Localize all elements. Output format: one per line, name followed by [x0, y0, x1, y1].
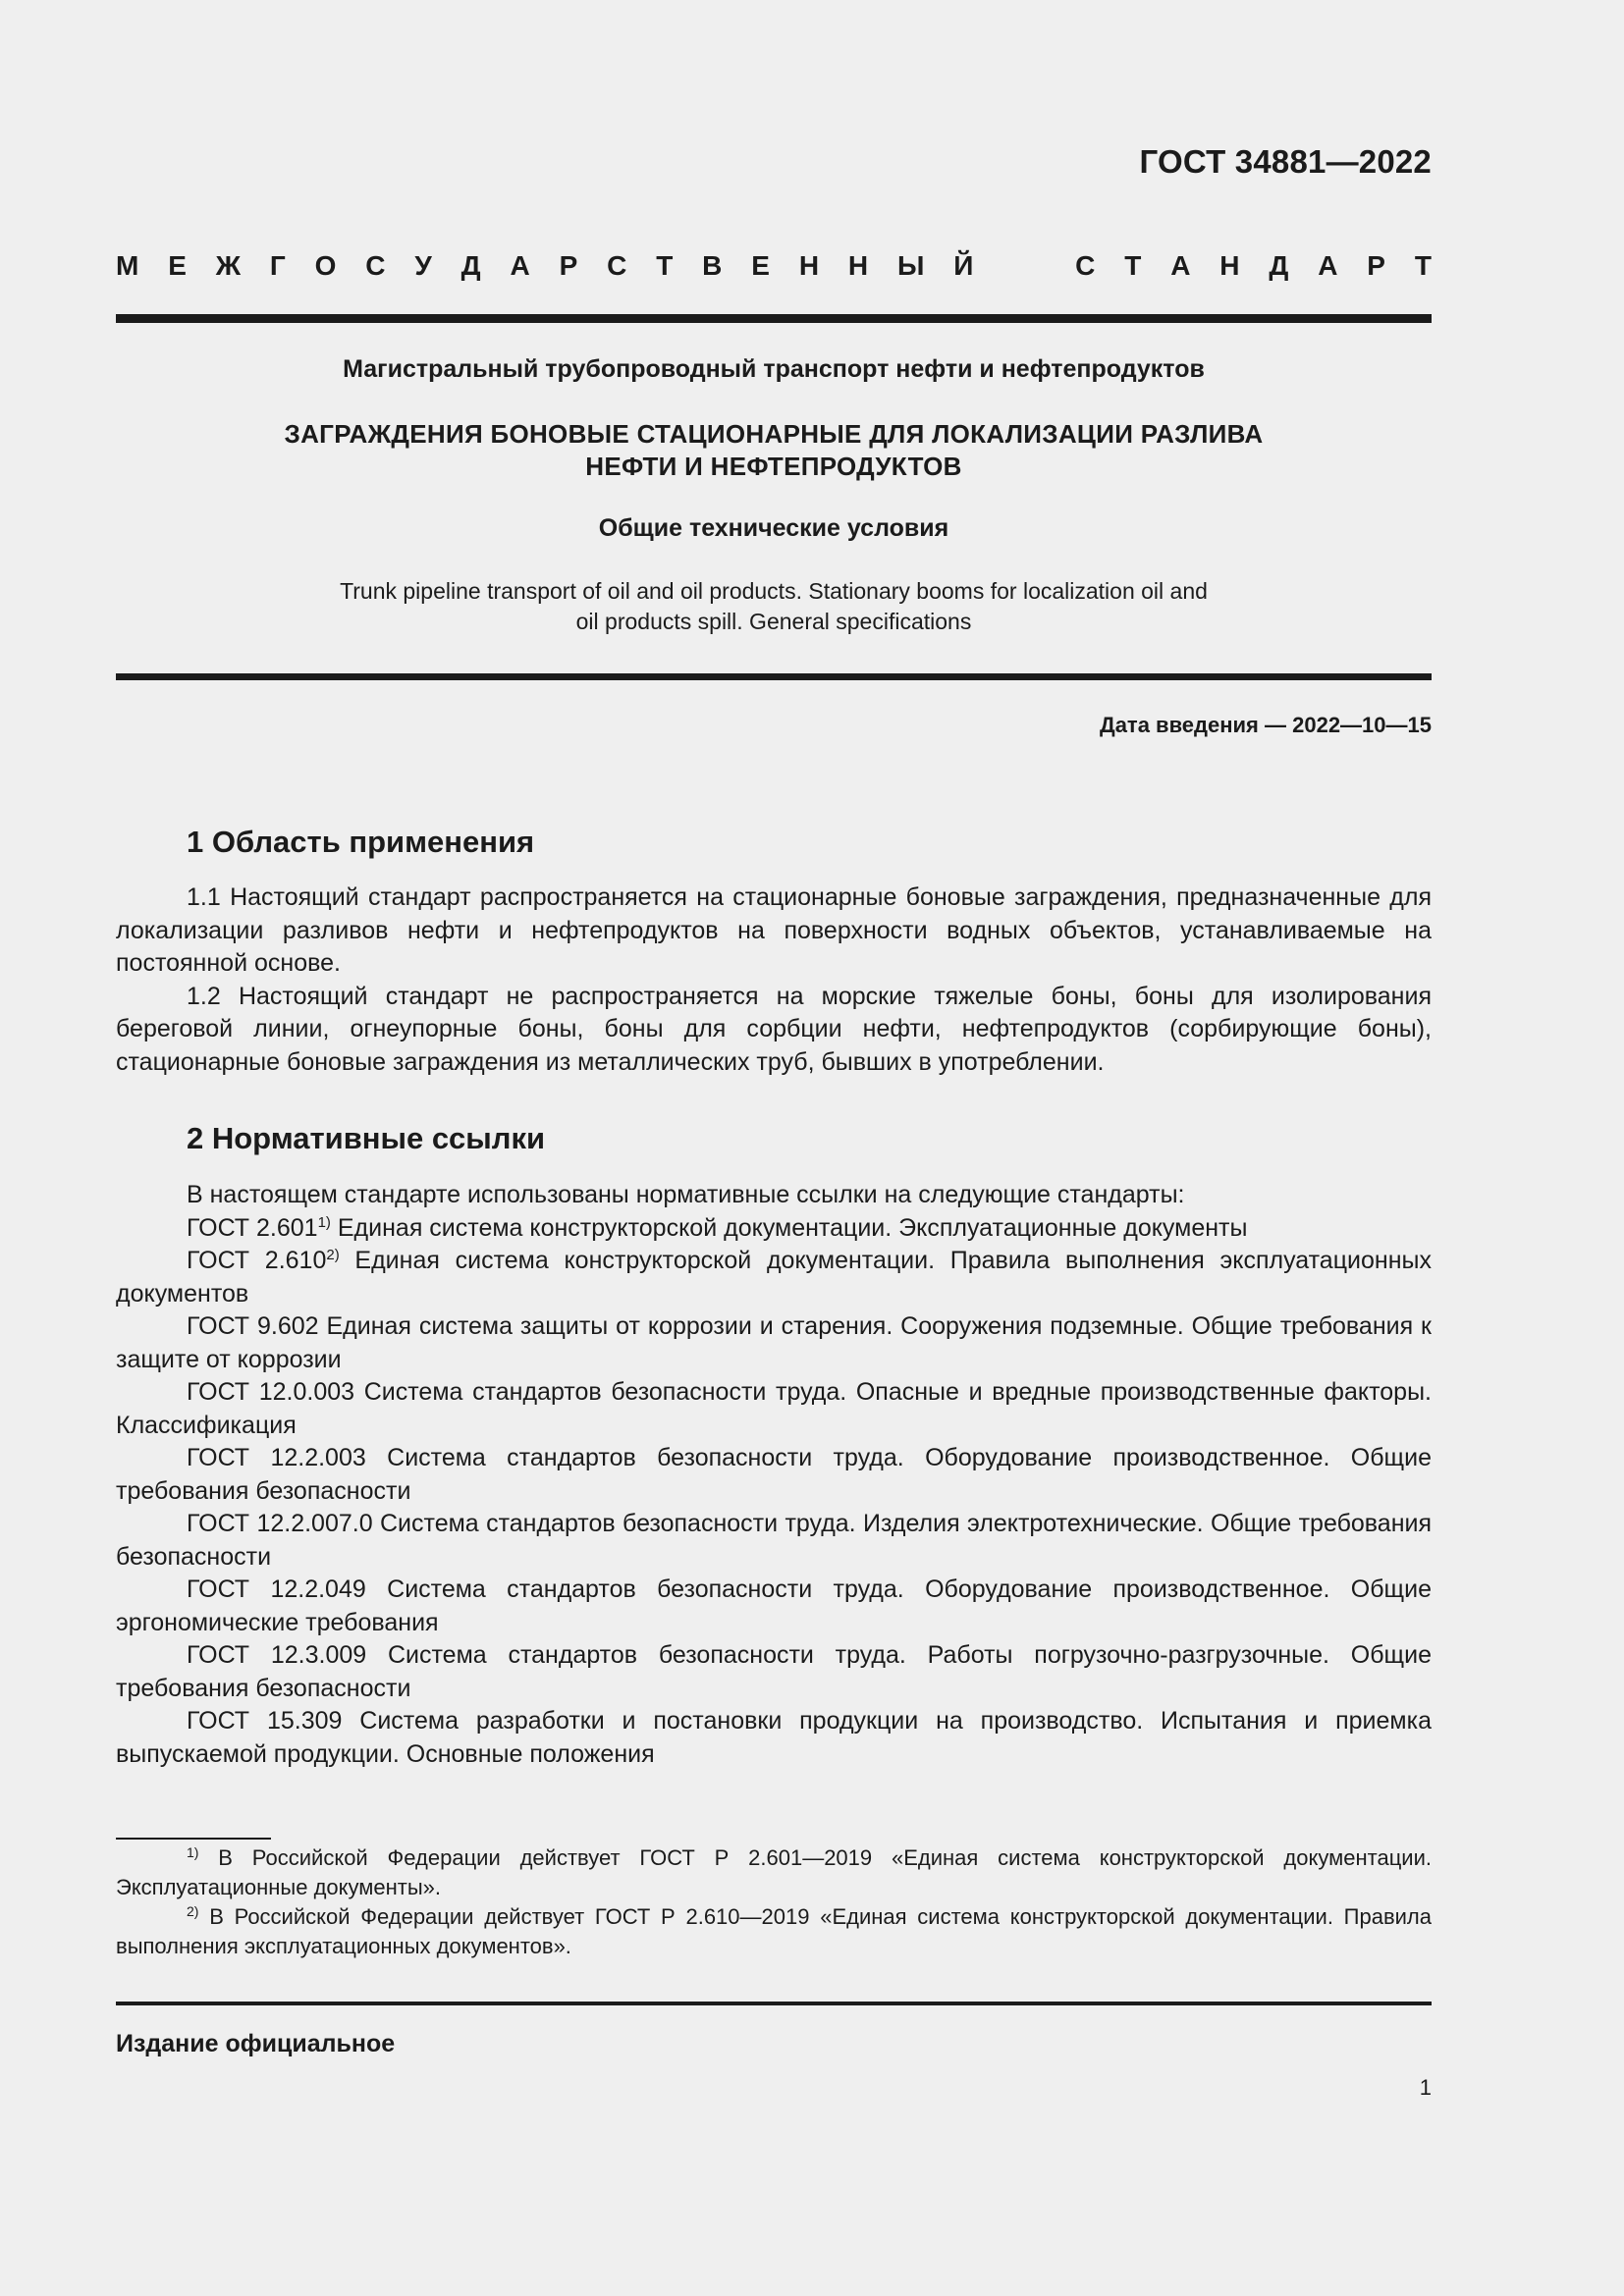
- heading-letter: Т: [1124, 250, 1142, 281]
- heading-letter: Й: [953, 250, 974, 281]
- main-title-line-2: НЕФТИ И НЕФТЕПРОДУКТОВ: [585, 452, 962, 481]
- english-title-line-2: oil products spill. General specifications: [575, 609, 972, 634]
- reference-title: Система стандартов безопасности труда. Работы погрузочно-разгрузочные. Общие требования безопасности: [116, 1641, 1432, 1702]
- reference-title: Система стандартов безопасности труда. Оборудование производственное. Общие эргономические требования: [116, 1575, 1432, 1636]
- heading-letter: С: [365, 250, 386, 281]
- reference-title: Система стандартов безопасности труда. Опасные и вредные производственные факторы. Классификация: [116, 1378, 1432, 1439]
- reference-title: Система разработки и постановки продукции на производство. Испытания и приемка выпускаемой продукции. Основные положения: [116, 1707, 1432, 1768]
- reference-item: [116, 1310, 1432, 1376]
- heading-letter: Т: [656, 250, 674, 281]
- english-title-line-1: Trunk pipeline transport of oil and oil products. Stationary booms for localization oil and: [340, 578, 1208, 604]
- section-2-heading: 2 Нормативные ссылки: [187, 1121, 546, 1155]
- interstate-standard-heading: [116, 250, 1432, 282]
- header-rule-top: [116, 314, 1432, 323]
- reference-code: ГОСТ 15.309: [187, 1707, 343, 1735]
- heading-letter: О: [314, 250, 337, 281]
- footnote-text: В Российской Федерации действует ГОСТ Р 2.610—2019 «Единая система конструкторской документации. Правила выполнения эксплуатационных документов».: [116, 1904, 1432, 1958]
- heading-letter: С: [1075, 250, 1096, 281]
- reference-code: ГОСТ 2.601: [187, 1213, 318, 1242]
- reference-code: ГОСТ 12.0.003: [187, 1378, 355, 1406]
- page-number: 1: [1419, 2075, 1432, 2100]
- reference-item: [116, 1212, 1432, 1246]
- heading-letter: А: [1170, 250, 1191, 281]
- footnote-item: [116, 1843, 1432, 1902]
- section-2-body: [116, 1179, 1432, 1771]
- heading-letter: У: [414, 250, 432, 281]
- heading-letter: Н: [847, 250, 869, 281]
- paragraph-1-2: 1.2 Настоящий стандарт не распространяется на морские тяжелые боны, боны для изолирования береговой линии, огнеупорные боны, боны для сорбции нефти, нефтепродуктов (сорбирующие боны), стационарные боновые заграждения из металлических труб, бывших в употреблении.: [116, 982, 1432, 1076]
- reference-code: ГОСТ 12.3.009: [187, 1641, 367, 1669]
- footnote-mark: 2): [187, 1903, 199, 1919]
- reference-title: Система стандартов безопасности труда. Оборудование производственное. Общие требования безопасности: [116, 1444, 1432, 1505]
- reference-item: [116, 1245, 1432, 1310]
- document-number: ГОСТ 34881—2022: [1139, 143, 1432, 180]
- section-1-heading: 1 Область применения: [187, 825, 535, 859]
- footnote-item: [116, 1902, 1432, 1961]
- reference-code: ГОСТ 12.2.049: [187, 1575, 366, 1603]
- reference-code: ГОСТ 2.610: [187, 1247, 327, 1274]
- heading-letter: Д: [1269, 250, 1289, 281]
- reference-item: [116, 1508, 1432, 1574]
- document-general-title: Общие технические условия: [598, 514, 949, 542]
- references-intro: В настоящем стандарте использованы нормативные ссылки на следующие стандарты:: [187, 1181, 1185, 1208]
- introduction-date: Дата введения — 2022—10—15: [1100, 713, 1432, 737]
- references-list: [116, 1212, 1432, 1772]
- footnote-mark: 1): [187, 1844, 199, 1860]
- document-main-title: [116, 418, 1432, 483]
- heading-letter: Ж: [215, 250, 242, 281]
- footer-rule: [116, 2002, 1432, 2005]
- heading-letter: Р: [559, 250, 578, 281]
- word-gap: [1002, 250, 1046, 282]
- footnote-mark: 1): [317, 1213, 331, 1231]
- heading-letter: Е: [751, 250, 770, 281]
- heading-letter: Е: [168, 250, 187, 281]
- heading-letter: А: [1318, 250, 1338, 281]
- reference-code: ГОСТ 12.2.003: [187, 1444, 366, 1471]
- reference-title: Система стандартов безопасности труда. Изделия электротехнические. Общие требования безопасности: [116, 1510, 1432, 1571]
- document-subtitle: Магистральный трубопроводный транспорт нефти и нефтепродуктов: [343, 355, 1205, 383]
- heading-letter: В: [702, 250, 723, 281]
- english-title: [116, 576, 1432, 637]
- reference-title: Единая система защиты от коррозии и старения. Сооружения подземные. Общие требования к защите от коррозии: [116, 1312, 1432, 1373]
- footnote-text: В Российской Федерации действует ГОСТ Р 2.601—2019 «Единая система конструкторской документации. Эксплуатационные документы».: [116, 1845, 1432, 1899]
- heading-letter: Н: [1219, 250, 1240, 281]
- reference-item: [116, 1376, 1432, 1442]
- section-1-body: [116, 881, 1432, 1079]
- heading-letter: Н: [798, 250, 820, 281]
- footnotes: [116, 1843, 1432, 1961]
- footnote-separator: [116, 1838, 271, 1840]
- heading-letter: Ы: [897, 250, 925, 281]
- reference-title: Единая система конструкторской документации. Правила выполнения эксплуатационных документов: [116, 1247, 1432, 1308]
- heading-letter: А: [510, 250, 530, 281]
- heading-letter: Р: [1367, 250, 1385, 281]
- header-rule-bottom: [116, 673, 1432, 680]
- heading-letter: С: [607, 250, 627, 281]
- heading-letter: М: [116, 250, 139, 281]
- reference-title: Единая система конструкторской документации. Эксплуатационные документы: [330, 1213, 1248, 1242]
- reference-code: ГОСТ 12.2.007.0: [187, 1510, 373, 1537]
- heading-letter: Д: [460, 250, 481, 281]
- main-title-line-1: ЗАГРАЖДЕНИЯ БОНОВЫЕ СТАЦИОНАРНЫЕ ДЛЯ ЛОКАЛИЗАЦИИ РАЗЛИВА: [284, 419, 1264, 449]
- official-edition-label: Издание официальное: [116, 2030, 396, 2057]
- reference-item: [116, 1639, 1432, 1705]
- paragraph-1-1: 1.1 Настоящий стандарт распространяется на стационарные боновые заграждения, предназначенные для локализации разливов нефти и нефтепродуктов на поверхности водных объектов, устанавливаемые на постоянной основе.: [116, 883, 1432, 977]
- footnote-mark: 2): [326, 1247, 340, 1263]
- reference-item: [116, 1442, 1432, 1508]
- reference-item: [116, 1574, 1432, 1639]
- reference-code: ГОСТ 9.602: [187, 1312, 319, 1340]
- reference-item: [116, 1705, 1432, 1771]
- heading-letter: Т: [1414, 250, 1432, 281]
- heading-letter: Г: [269, 250, 286, 281]
- document-page: [116, 0, 1432, 2296]
